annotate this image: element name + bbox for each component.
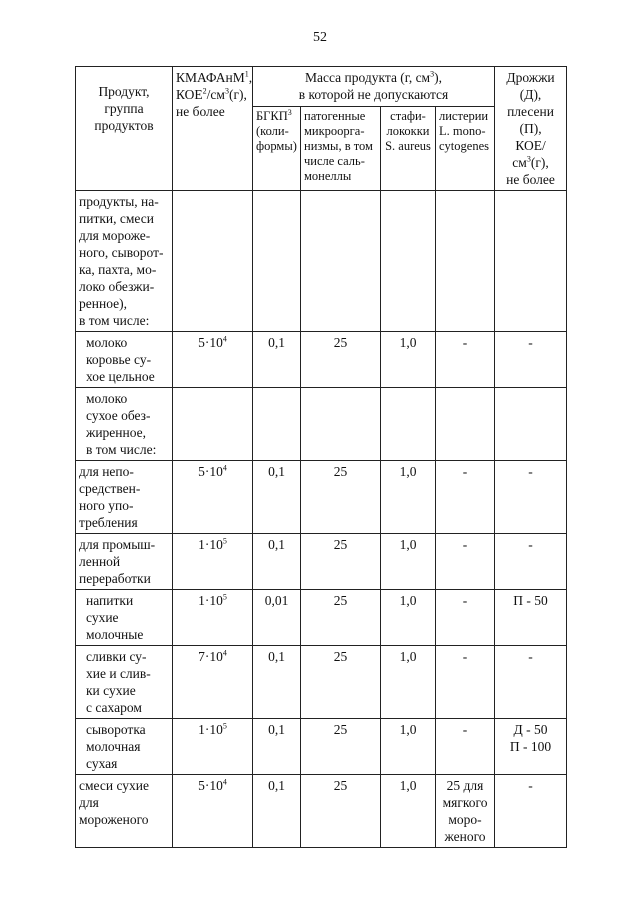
cell-kmafanm xyxy=(173,388,253,461)
page-number: 52 xyxy=(313,30,327,45)
cell-kmafanm: $1\cdot 10^5$ xyxy=(173,590,253,646)
cell-product: молоко сухое обез- жиренное, в том числе: xyxy=(76,388,173,461)
cell-listeria xyxy=(436,388,495,461)
cell-yeast-mold: - xyxy=(495,646,567,719)
table-row xyxy=(76,775,567,848)
cell-pathogens: 25 xyxy=(301,775,381,848)
cell-staph xyxy=(381,388,436,461)
cell-kmafanm: $5\cdot 10^4$ xyxy=(173,332,253,388)
cell-bgkp: 0,1 xyxy=(253,534,301,590)
header-yeast-mold: Дрожжи (Д), плесени (П), КОЕ/$см^3(г)$, не более xyxy=(495,67,567,191)
table-row xyxy=(76,461,567,534)
header-mass-group: Масса продукта (г, $см^3$), в которой не допускаются xyxy=(253,67,495,107)
cell-bgkp xyxy=(253,191,301,332)
cell-staph xyxy=(381,191,436,332)
cell-staph: 1,0 xyxy=(381,461,436,534)
cell-bgkp: 0,1 xyxy=(253,775,301,848)
header-listeria: листерии L. mono- cytogenes xyxy=(436,106,495,190)
cell-yeast-mold: - xyxy=(495,534,567,590)
header-staph: стафи- лококки S. aureus xyxy=(381,106,436,190)
cell-listeria: - xyxy=(436,534,495,590)
cell-pathogens: 25 xyxy=(301,590,381,646)
cell-yeast-mold xyxy=(495,191,567,332)
header-product-group: Продукт, группа продуктов xyxy=(76,67,173,191)
table-row xyxy=(76,719,567,775)
cell-bgkp: 0,1 xyxy=(253,332,301,388)
table-row xyxy=(76,646,567,719)
cell-kmafanm: $5\cdot 10^4$ xyxy=(173,775,253,848)
cell-pathogens: 25 xyxy=(301,332,381,388)
cell-yeast-mold: - xyxy=(495,332,567,388)
cell-kmafanm: $7\cdot 10^4$ xyxy=(173,646,253,719)
cell-yeast-mold xyxy=(495,388,567,461)
cell-listeria: - xyxy=(436,461,495,534)
cell-bgkp: 0,01 xyxy=(253,590,301,646)
table-row xyxy=(76,388,567,461)
cell-pathogens: 25 xyxy=(301,719,381,775)
cell-staph: 1,0 xyxy=(381,534,436,590)
cell-staph: 1,0 xyxy=(381,775,436,848)
cell-yeast-mold: Д - 50 П - 100 xyxy=(495,719,567,775)
table-row xyxy=(76,332,567,388)
cell-listeria: - xyxy=(436,719,495,775)
table-row xyxy=(76,191,567,332)
table-row xyxy=(76,534,567,590)
cell-product: сливки су- хие и слив- ки сухие с сахаром xyxy=(76,646,173,719)
cell-kmafanm: $1\cdot 10^5$ xyxy=(173,719,253,775)
cell-kmafanm xyxy=(173,191,253,332)
cell-pathogens xyxy=(301,191,381,332)
cell-yeast-mold: - xyxy=(495,461,567,534)
cell-product: для промыш- ленной переработки xyxy=(76,534,173,590)
cell-product: смеси сухие для мороженого xyxy=(76,775,173,848)
cell-product: для непо- средствен- ного упо- требления xyxy=(76,461,173,534)
cell-kmafanm: $1\cdot 10^5$ xyxy=(173,534,253,590)
cell-pathogens: 25 xyxy=(301,461,381,534)
cell-bgkp: 0,1 xyxy=(253,461,301,534)
cell-pathogens: 25 xyxy=(301,646,381,719)
cell-listeria: - xyxy=(436,590,495,646)
cell-listeria: 25 для мягкого моро- женого xyxy=(436,775,495,848)
cell-bgkp: 0,1 xyxy=(253,719,301,775)
cell-bgkp xyxy=(253,388,301,461)
header-pathogens: патогенные микроорга- низмы, в том числе саль- монеллы xyxy=(301,106,381,190)
microbiology-table xyxy=(75,66,567,848)
header-kmafanm: КМАФАнМ$^1$, $КОЕ^2/см^3(г)$, не более xyxy=(173,67,253,191)
cell-yeast-mold: П - 50 xyxy=(495,590,567,646)
cell-kmafanm: $5\cdot 10^4$ xyxy=(173,461,253,534)
cell-staph: 1,0 xyxy=(381,646,436,719)
header-bgkp: БГКП$^3$ (коли- формы) xyxy=(253,106,301,190)
cell-listeria: - xyxy=(436,332,495,388)
cell-staph: 1,0 xyxy=(381,332,436,388)
cell-yeast-mold: - xyxy=(495,775,567,848)
table-body xyxy=(76,191,567,848)
cell-staph: 1,0 xyxy=(381,719,436,775)
cell-product: сыворотка молочная сухая xyxy=(76,719,173,775)
cell-product: напитки сухие молочные xyxy=(76,590,173,646)
table-row xyxy=(76,590,567,646)
cell-bgkp: 0,1 xyxy=(253,646,301,719)
cell-product: продукты, на- питки, смеси для мороже- ного, сыворот- ка, пахта, мо- локо обезжи- ренное), в том числе: xyxy=(76,191,173,332)
cell-listeria: - xyxy=(436,646,495,719)
cell-listeria xyxy=(436,191,495,332)
cell-product: молоко коровье су- хое цельное xyxy=(76,332,173,388)
cell-pathogens: 25 xyxy=(301,534,381,590)
cell-staph: 1,0 xyxy=(381,590,436,646)
cell-pathogens xyxy=(301,388,381,461)
